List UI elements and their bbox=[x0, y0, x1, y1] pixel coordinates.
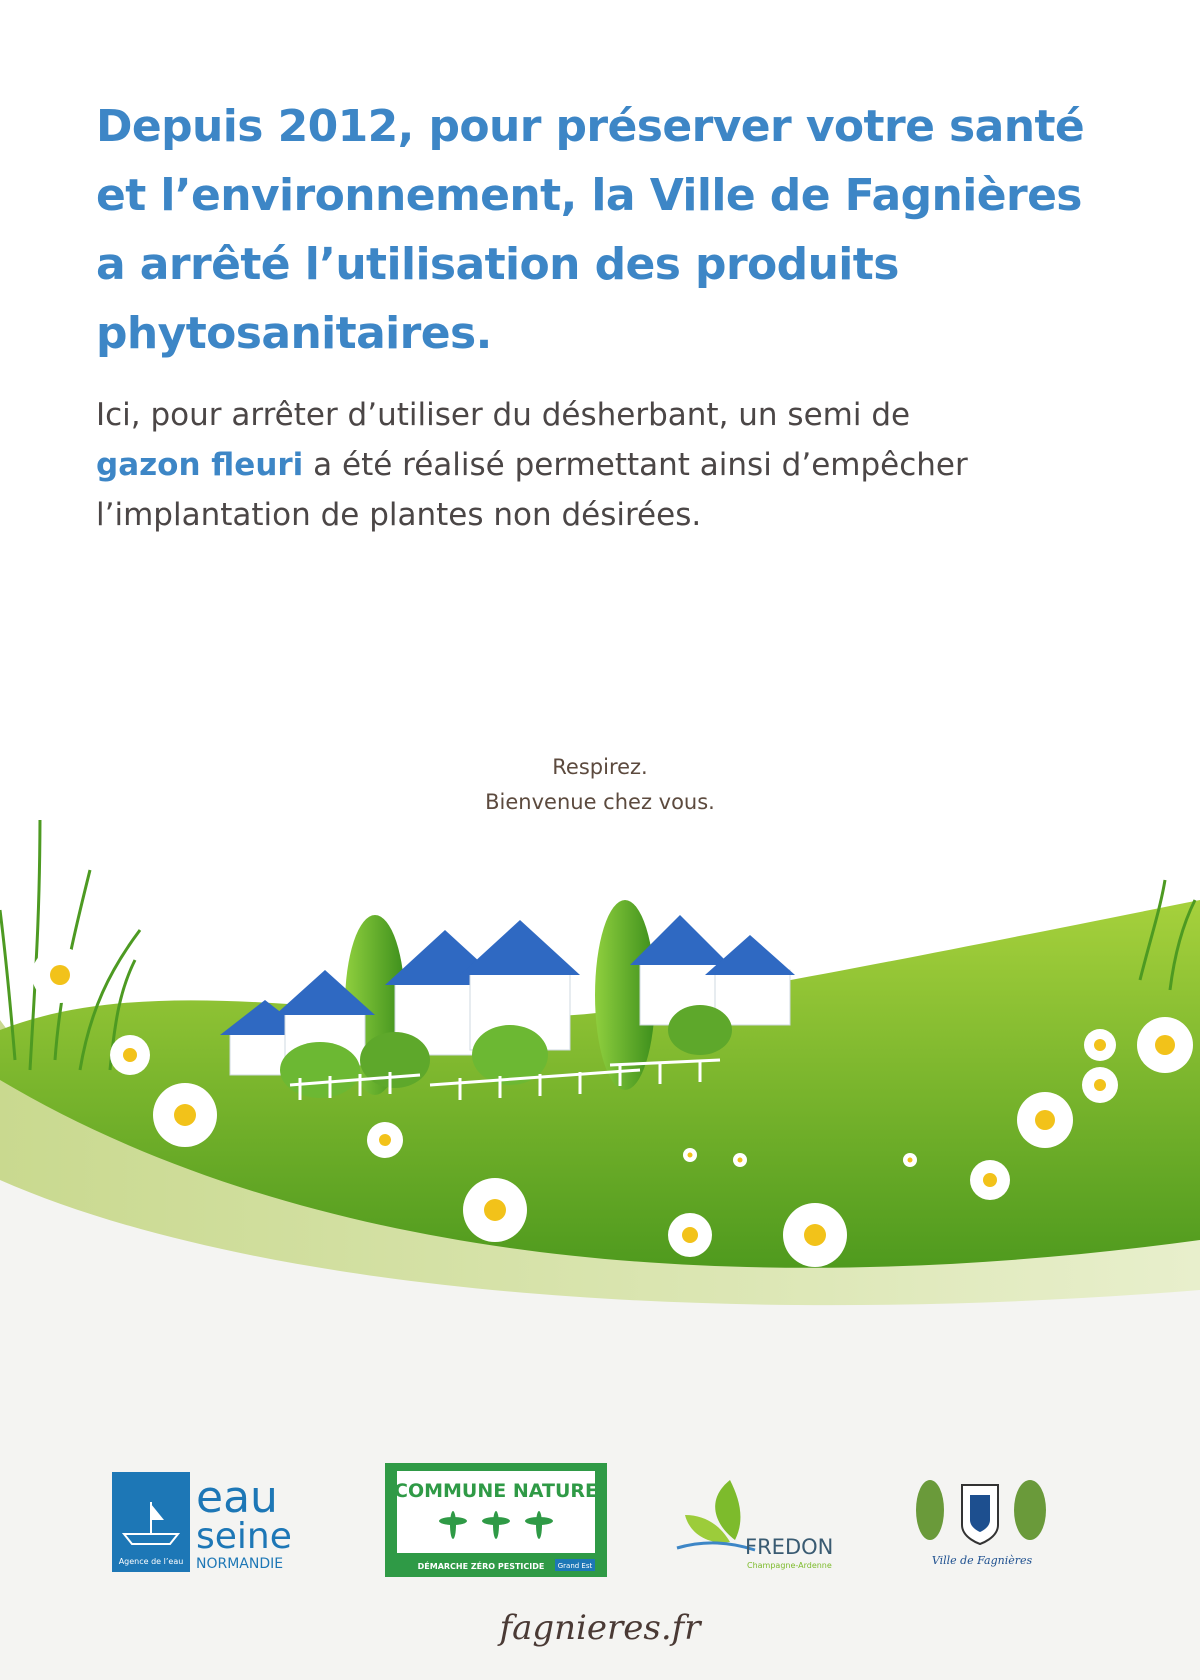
daisy bbox=[110, 1035, 150, 1075]
daisy bbox=[153, 1083, 217, 1147]
body-highlight: gazon fleuri bbox=[96, 447, 304, 483]
daisy bbox=[733, 1153, 747, 1167]
body-line-1: Ici, pour arrêter d’utiliser du désherbant, un semi de bbox=[96, 397, 911, 433]
headline bbox=[96, 92, 1136, 368]
daisy bbox=[903, 1153, 917, 1167]
daisy bbox=[970, 1160, 1010, 1200]
eau-seine-normandie-logo bbox=[112, 1472, 312, 1572]
headline-line-3: a arrêté l’utilisation des produits bbox=[96, 239, 899, 290]
bush bbox=[280, 1042, 360, 1098]
fredon-logo bbox=[675, 1470, 845, 1575]
daisy bbox=[1137, 1017, 1193, 1073]
ville-de-fagnieres-logo bbox=[910, 1470, 1070, 1570]
daisy bbox=[783, 1203, 847, 1267]
svg-text:Ville de Fagnières: Ville de Fagnières bbox=[931, 1554, 1033, 1567]
svg-text:FREDON: FREDON bbox=[745, 1535, 834, 1559]
headline-line-2: et l’environnement, la Ville de Fagnières bbox=[96, 170, 1082, 221]
daisy bbox=[32, 947, 88, 1003]
daisy bbox=[1084, 1029, 1116, 1061]
headline-line-1: Depuis 2012, pour préserver votre santé bbox=[96, 101, 1085, 152]
daisy bbox=[683, 1148, 697, 1162]
svg-text:Grand Est: Grand Est bbox=[557, 1562, 593, 1570]
bush bbox=[668, 1005, 732, 1055]
svg-text:seine: seine bbox=[196, 1516, 292, 1557]
headline-line-4: phytosanitaires. bbox=[96, 308, 492, 359]
daisy bbox=[1082, 1067, 1118, 1103]
tagline-line-1: Respirez. bbox=[552, 755, 648, 779]
website-url[interactable]: fagnieres.fr bbox=[499, 1608, 701, 1648]
svg-text:eau: eau bbox=[196, 1472, 278, 1523]
daisy bbox=[463, 1178, 527, 1242]
tagline bbox=[400, 750, 800, 820]
village-meadow-illustration bbox=[0, 820, 1200, 1380]
svg-text:COMMUNE NATURE: COMMUNE NATURE bbox=[394, 1480, 598, 1502]
body-line-2: a été réalisé permettant ainsi d’empêcher bbox=[303, 447, 968, 483]
svg-text:Agence de l’eau: Agence de l’eau bbox=[118, 1557, 184, 1566]
svg-text:Champagne-Ardenne: Champagne-Ardenne bbox=[747, 1561, 832, 1570]
daisy bbox=[668, 1213, 712, 1257]
body-paragraph bbox=[96, 390, 1136, 540]
daisy bbox=[1017, 1092, 1073, 1148]
svg-text:NORMANDIE: NORMANDIE bbox=[196, 1556, 284, 1572]
svg-text:DÉMARCHE ZÉRO PESTICIDE: DÉMARCHE ZÉRO PESTICIDE bbox=[417, 1562, 545, 1571]
daisy bbox=[367, 1122, 403, 1158]
body-line-3: l’implantation de plantes non désirées. bbox=[96, 497, 702, 533]
commune-nature-logo bbox=[385, 1463, 607, 1577]
tagline-line-2: Bienvenue chez vous. bbox=[485, 790, 715, 814]
